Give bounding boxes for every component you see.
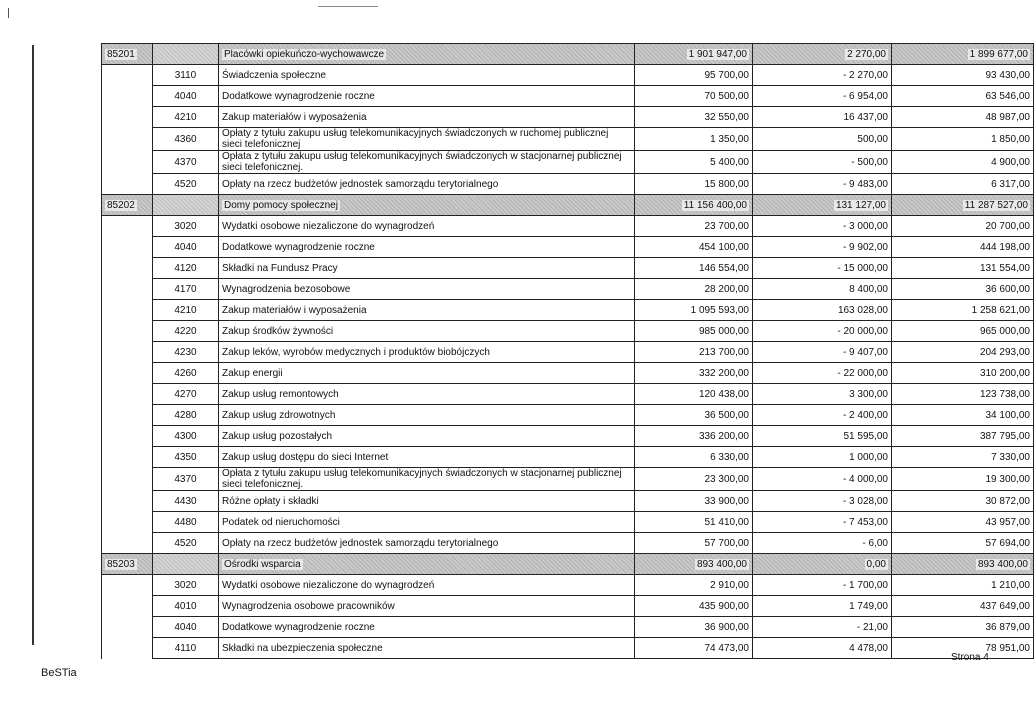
section-after bbox=[892, 554, 1034, 575]
expense-name: Świadczenia społeczne bbox=[219, 65, 635, 86]
change-amount: - 2 270,00 bbox=[753, 65, 892, 86]
change-amount: - 3 028,00 bbox=[753, 491, 892, 512]
after-change-amount: 1 258 621,00 bbox=[892, 300, 1034, 321]
section-row bbox=[102, 195, 1034, 216]
after-change-amount: 4 900,00 bbox=[892, 151, 1034, 174]
plan-amount: 2 910,00 bbox=[635, 575, 753, 596]
expense-name: Zakup energii bbox=[219, 363, 635, 384]
table-row bbox=[102, 258, 1034, 279]
section-plan bbox=[635, 44, 753, 65]
section-blank bbox=[153, 554, 219, 575]
change-amount: 500,00 bbox=[753, 128, 892, 151]
expense-name: Dodatkowe wynagrodzenie roczne bbox=[219, 617, 635, 638]
division-cell bbox=[102, 237, 153, 258]
division-cell bbox=[102, 617, 153, 638]
division-cell bbox=[102, 533, 153, 554]
section-code-text: 85203 bbox=[107, 558, 135, 570]
section-plan-text: 11 156 400,00 bbox=[683, 199, 747, 211]
paragraph-code: 4210 bbox=[153, 300, 219, 321]
after-change-amount: 30 872,00 bbox=[892, 491, 1034, 512]
division-cell bbox=[102, 174, 153, 195]
section-name bbox=[219, 195, 635, 216]
change-amount: - 1 700,00 bbox=[753, 575, 892, 596]
after-change-amount: 131 554,00 bbox=[892, 258, 1034, 279]
change-amount: 8 400,00 bbox=[753, 279, 892, 300]
change-amount: - 2 400,00 bbox=[753, 405, 892, 426]
table-row bbox=[102, 279, 1034, 300]
section-after-text: 1 899 677,00 bbox=[969, 48, 1028, 60]
after-change-amount: 1 850,00 bbox=[892, 128, 1034, 151]
section-after bbox=[892, 195, 1034, 216]
plan-amount: 1 095 593,00 bbox=[635, 300, 753, 321]
section-name-text: Placówki opiekuńczo-wychowawcze bbox=[224, 48, 385, 60]
table-row bbox=[102, 491, 1034, 512]
paragraph-code: 4370 bbox=[153, 151, 219, 174]
expense-name: Wydatki osobowe niezaliczone do wynagrodzeń bbox=[219, 216, 635, 237]
after-change-amount: 965 000,00 bbox=[892, 321, 1034, 342]
page-number: Strona 4 bbox=[951, 652, 989, 663]
change-amount: - 4 000,00 bbox=[753, 468, 892, 491]
change-amount: - 7 453,00 bbox=[753, 512, 892, 533]
section-name-text: Domy pomocy społecznej bbox=[224, 199, 338, 211]
after-change-amount: 34 100,00 bbox=[892, 405, 1034, 426]
section-change-text: 0,00 bbox=[866, 558, 886, 570]
change-amount: - 3 000,00 bbox=[753, 216, 892, 237]
after-change-amount: 78 951,00 bbox=[892, 638, 1034, 659]
change-amount: - 9 483,00 bbox=[753, 174, 892, 195]
paragraph-code: 4430 bbox=[153, 491, 219, 512]
table-row bbox=[102, 86, 1034, 107]
after-change-amount: 7 330,00 bbox=[892, 447, 1034, 468]
paragraph-code: 4210 bbox=[153, 107, 219, 128]
paragraph-code: 4480 bbox=[153, 512, 219, 533]
plan-amount: 336 200,00 bbox=[635, 426, 753, 447]
division-cell bbox=[102, 468, 153, 491]
after-change-amount: 63 546,00 bbox=[892, 86, 1034, 107]
paragraph-code: 4300 bbox=[153, 426, 219, 447]
change-amount: - 22 000,00 bbox=[753, 363, 892, 384]
division-cell bbox=[102, 128, 153, 151]
paragraph-code: 4040 bbox=[153, 86, 219, 107]
table-row bbox=[102, 300, 1034, 321]
plan-amount: 32 550,00 bbox=[635, 107, 753, 128]
table-row bbox=[102, 596, 1034, 617]
section-change bbox=[753, 44, 892, 65]
after-change-amount: 48 987,00 bbox=[892, 107, 1034, 128]
division-cell bbox=[102, 151, 153, 174]
paragraph-code: 3110 bbox=[153, 65, 219, 86]
expense-name: Zakup usług dostępu do sieci Internet bbox=[219, 447, 635, 468]
table-row bbox=[102, 512, 1034, 533]
plan-amount: 70 500,00 bbox=[635, 86, 753, 107]
change-amount: - 500,00 bbox=[753, 151, 892, 174]
after-change-amount: 93 430,00 bbox=[892, 65, 1034, 86]
change-amount: 163 028,00 bbox=[753, 300, 892, 321]
after-change-amount: 437 649,00 bbox=[892, 596, 1034, 617]
paragraph-code: 4040 bbox=[153, 617, 219, 638]
change-amount: - 15 000,00 bbox=[753, 258, 892, 279]
division-cell bbox=[102, 216, 153, 237]
change-amount: - 6 954,00 bbox=[753, 86, 892, 107]
division-cell bbox=[102, 65, 153, 86]
plan-amount: 23 700,00 bbox=[635, 216, 753, 237]
expense-name: Zakup środków żywności bbox=[219, 321, 635, 342]
paragraph-code: 3020 bbox=[153, 216, 219, 237]
division-cell bbox=[102, 405, 153, 426]
expense-name: Zakup materiałów i wyposażenia bbox=[219, 107, 635, 128]
section-after bbox=[892, 44, 1034, 65]
table-row bbox=[102, 533, 1034, 554]
expense-name: Składki na ubezpieczenia społeczne bbox=[219, 638, 635, 659]
section-change bbox=[753, 554, 892, 575]
paragraph-code: 4230 bbox=[153, 342, 219, 363]
expense-name: Zakup usług remontowych bbox=[219, 384, 635, 405]
paragraph-code: 4370 bbox=[153, 468, 219, 491]
after-change-amount: 6 317,00 bbox=[892, 174, 1034, 195]
section-blank bbox=[153, 195, 219, 216]
plan-amount: 146 554,00 bbox=[635, 258, 753, 279]
section-code bbox=[102, 195, 153, 216]
section-code-text: 85202 bbox=[107, 199, 135, 211]
change-amount: - 20 000,00 bbox=[753, 321, 892, 342]
plan-amount: 33 900,00 bbox=[635, 491, 753, 512]
expense-name: Dodatkowe wynagrodzenie roczne bbox=[219, 237, 635, 258]
after-change-amount: 1 210,00 bbox=[892, 575, 1034, 596]
expense-name: Różne opłaty i składki bbox=[219, 491, 635, 512]
paragraph-code: 3020 bbox=[153, 575, 219, 596]
paragraph-code: 4520 bbox=[153, 174, 219, 195]
after-change-amount: 43 957,00 bbox=[892, 512, 1034, 533]
paragraph-code: 4220 bbox=[153, 321, 219, 342]
division-cell bbox=[102, 638, 153, 659]
paragraph-code: 4010 bbox=[153, 596, 219, 617]
budget-table bbox=[101, 43, 1034, 659]
scan-line bbox=[318, 6, 378, 7]
paragraph-code: 4170 bbox=[153, 279, 219, 300]
table-row bbox=[102, 384, 1034, 405]
section-change-text: 131 127,00 bbox=[835, 199, 886, 211]
table-row bbox=[102, 575, 1034, 596]
section-change-text: 2 270,00 bbox=[847, 48, 886, 60]
expense-name: Opłata z tytułu zakupu usług telekomunikacyjnych świadczonych w stacjonarnej publicznej sieci telefonicznej. bbox=[219, 468, 635, 491]
expense-name: Opłata z tytułu zakupu usług telekomunikacyjnych świadczonych w stacjonarnej publicznej sieci telefonicznej. bbox=[219, 151, 635, 174]
plan-amount: 36 500,00 bbox=[635, 405, 753, 426]
paragraph-code: 4270 bbox=[153, 384, 219, 405]
table-row bbox=[102, 65, 1034, 86]
paragraph-code: 4280 bbox=[153, 405, 219, 426]
division-cell bbox=[102, 107, 153, 128]
expense-name: Wynagrodzenia bezosobowe bbox=[219, 279, 635, 300]
after-change-amount: 19 300,00 bbox=[892, 468, 1034, 491]
section-name bbox=[219, 44, 635, 65]
division-cell bbox=[102, 321, 153, 342]
change-amount: - 21,00 bbox=[753, 617, 892, 638]
division-cell bbox=[102, 342, 153, 363]
division-cell bbox=[102, 426, 153, 447]
division-cell bbox=[102, 596, 153, 617]
division-cell bbox=[102, 86, 153, 107]
table-row bbox=[102, 638, 1034, 659]
expense-name: Zakup leków, wyrobów medycznych i produktów biobójczych bbox=[219, 342, 635, 363]
table-row bbox=[102, 468, 1034, 491]
paragraph-code: 4350 bbox=[153, 447, 219, 468]
table-row bbox=[102, 617, 1034, 638]
paragraph-code: 4040 bbox=[153, 237, 219, 258]
scan-mark bbox=[8, 8, 9, 18]
expense-name: Zakup usług zdrowotnych bbox=[219, 405, 635, 426]
plan-amount: 120 438,00 bbox=[635, 384, 753, 405]
table-row bbox=[102, 363, 1034, 384]
section-name-text: Ośrodki wsparcia bbox=[224, 558, 301, 570]
section-blank bbox=[153, 44, 219, 65]
section-after-text: 893 400,00 bbox=[977, 558, 1028, 570]
plan-amount: 28 200,00 bbox=[635, 279, 753, 300]
table-row bbox=[102, 174, 1034, 195]
table-row bbox=[102, 107, 1034, 128]
change-amount: 1 000,00 bbox=[753, 447, 892, 468]
paragraph-code: 4260 bbox=[153, 363, 219, 384]
plan-amount: 985 000,00 bbox=[635, 321, 753, 342]
division-cell bbox=[102, 363, 153, 384]
expense-name: Opłaty na rzecz budżetów jednostek samorządu terytorialnego bbox=[219, 533, 635, 554]
change-amount: 1 749,00 bbox=[753, 596, 892, 617]
plan-amount: 74 473,00 bbox=[635, 638, 753, 659]
after-change-amount: 123 738,00 bbox=[892, 384, 1034, 405]
after-change-amount: 204 293,00 bbox=[892, 342, 1034, 363]
table-row bbox=[102, 447, 1034, 468]
table-row bbox=[102, 405, 1034, 426]
expense-name: Podatek od nieruchomości bbox=[219, 512, 635, 533]
change-amount: 3 300,00 bbox=[753, 384, 892, 405]
table-row bbox=[102, 321, 1034, 342]
division-cell bbox=[102, 300, 153, 321]
division-cell bbox=[102, 279, 153, 300]
plan-amount: 454 100,00 bbox=[635, 237, 753, 258]
expense-name: Opłaty na rzecz budżetów jednostek samorządu terytorialnego bbox=[219, 174, 635, 195]
plan-amount: 95 700,00 bbox=[635, 65, 753, 86]
change-amount: - 9 407,00 bbox=[753, 342, 892, 363]
plan-amount: 332 200,00 bbox=[635, 363, 753, 384]
section-change bbox=[753, 195, 892, 216]
section-row bbox=[102, 44, 1034, 65]
plan-amount: 57 700,00 bbox=[635, 533, 753, 554]
section-code bbox=[102, 44, 153, 65]
section-name bbox=[219, 554, 635, 575]
division-cell bbox=[102, 575, 153, 596]
after-change-amount: 36 879,00 bbox=[892, 617, 1034, 638]
table-row bbox=[102, 151, 1034, 174]
expense-name: Dodatkowe wynagrodzenie roczne bbox=[219, 86, 635, 107]
budget-table-body bbox=[102, 44, 1034, 659]
plan-amount: 15 800,00 bbox=[635, 174, 753, 195]
table-row bbox=[102, 128, 1034, 151]
change-amount: 51 595,00 bbox=[753, 426, 892, 447]
section-plan-text: 1 901 947,00 bbox=[688, 48, 747, 60]
section-after-text: 11 287 527,00 bbox=[964, 199, 1028, 211]
change-amount: 16 437,00 bbox=[753, 107, 892, 128]
paragraph-code: 4360 bbox=[153, 128, 219, 151]
page-edge-line bbox=[32, 45, 34, 645]
change-amount: - 6,00 bbox=[753, 533, 892, 554]
change-amount: - 9 902,00 bbox=[753, 237, 892, 258]
expense-name: Opłaty z tytułu zakupu usług telekomunikacyjnych świadczonych w ruchomej publicznej sieci telefonicznej bbox=[219, 128, 635, 151]
after-change-amount: 36 600,00 bbox=[892, 279, 1034, 300]
table-row bbox=[102, 342, 1034, 363]
footer-left-text: BeSTia bbox=[41, 667, 77, 679]
division-cell bbox=[102, 491, 153, 512]
section-code-text: 85201 bbox=[107, 48, 135, 60]
section-plan bbox=[635, 554, 753, 575]
plan-amount: 435 900,00 bbox=[635, 596, 753, 617]
plan-amount: 6 330,00 bbox=[635, 447, 753, 468]
expense-name: Wynagrodzenia osobowe pracowników bbox=[219, 596, 635, 617]
table-row bbox=[102, 237, 1034, 258]
table-row bbox=[102, 216, 1034, 237]
expense-name: Zakup usług pozostałych bbox=[219, 426, 635, 447]
after-change-amount: 444 198,00 bbox=[892, 237, 1034, 258]
after-change-amount: 57 694,00 bbox=[892, 533, 1034, 554]
plan-amount: 51 410,00 bbox=[635, 512, 753, 533]
expense-name: Składki na Fundusz Pracy bbox=[219, 258, 635, 279]
after-change-amount: 310 200,00 bbox=[892, 363, 1034, 384]
division-cell bbox=[102, 258, 153, 279]
change-amount: 4 478,00 bbox=[753, 638, 892, 659]
section-plan-text: 893 400,00 bbox=[696, 558, 747, 570]
plan-amount: 5 400,00 bbox=[635, 151, 753, 174]
division-cell bbox=[102, 384, 153, 405]
plan-amount: 23 300,00 bbox=[635, 468, 753, 491]
expense-name: Wydatki osobowe niezaliczone do wynagrodzeń bbox=[219, 575, 635, 596]
table-row bbox=[102, 426, 1034, 447]
plan-amount: 213 700,00 bbox=[635, 342, 753, 363]
plan-amount: 36 900,00 bbox=[635, 617, 753, 638]
after-change-amount: 20 700,00 bbox=[892, 216, 1034, 237]
paragraph-code: 4120 bbox=[153, 258, 219, 279]
division-cell bbox=[102, 447, 153, 468]
paragraph-code: 4520 bbox=[153, 533, 219, 554]
plan-amount: 1 350,00 bbox=[635, 128, 753, 151]
section-code bbox=[102, 554, 153, 575]
division-cell bbox=[102, 512, 153, 533]
expense-name: Zakup materiałów i wyposażenia bbox=[219, 300, 635, 321]
section-row bbox=[102, 554, 1034, 575]
after-change-amount: 387 795,00 bbox=[892, 426, 1034, 447]
paragraph-code: 4110 bbox=[153, 638, 219, 659]
section-plan bbox=[635, 195, 753, 216]
